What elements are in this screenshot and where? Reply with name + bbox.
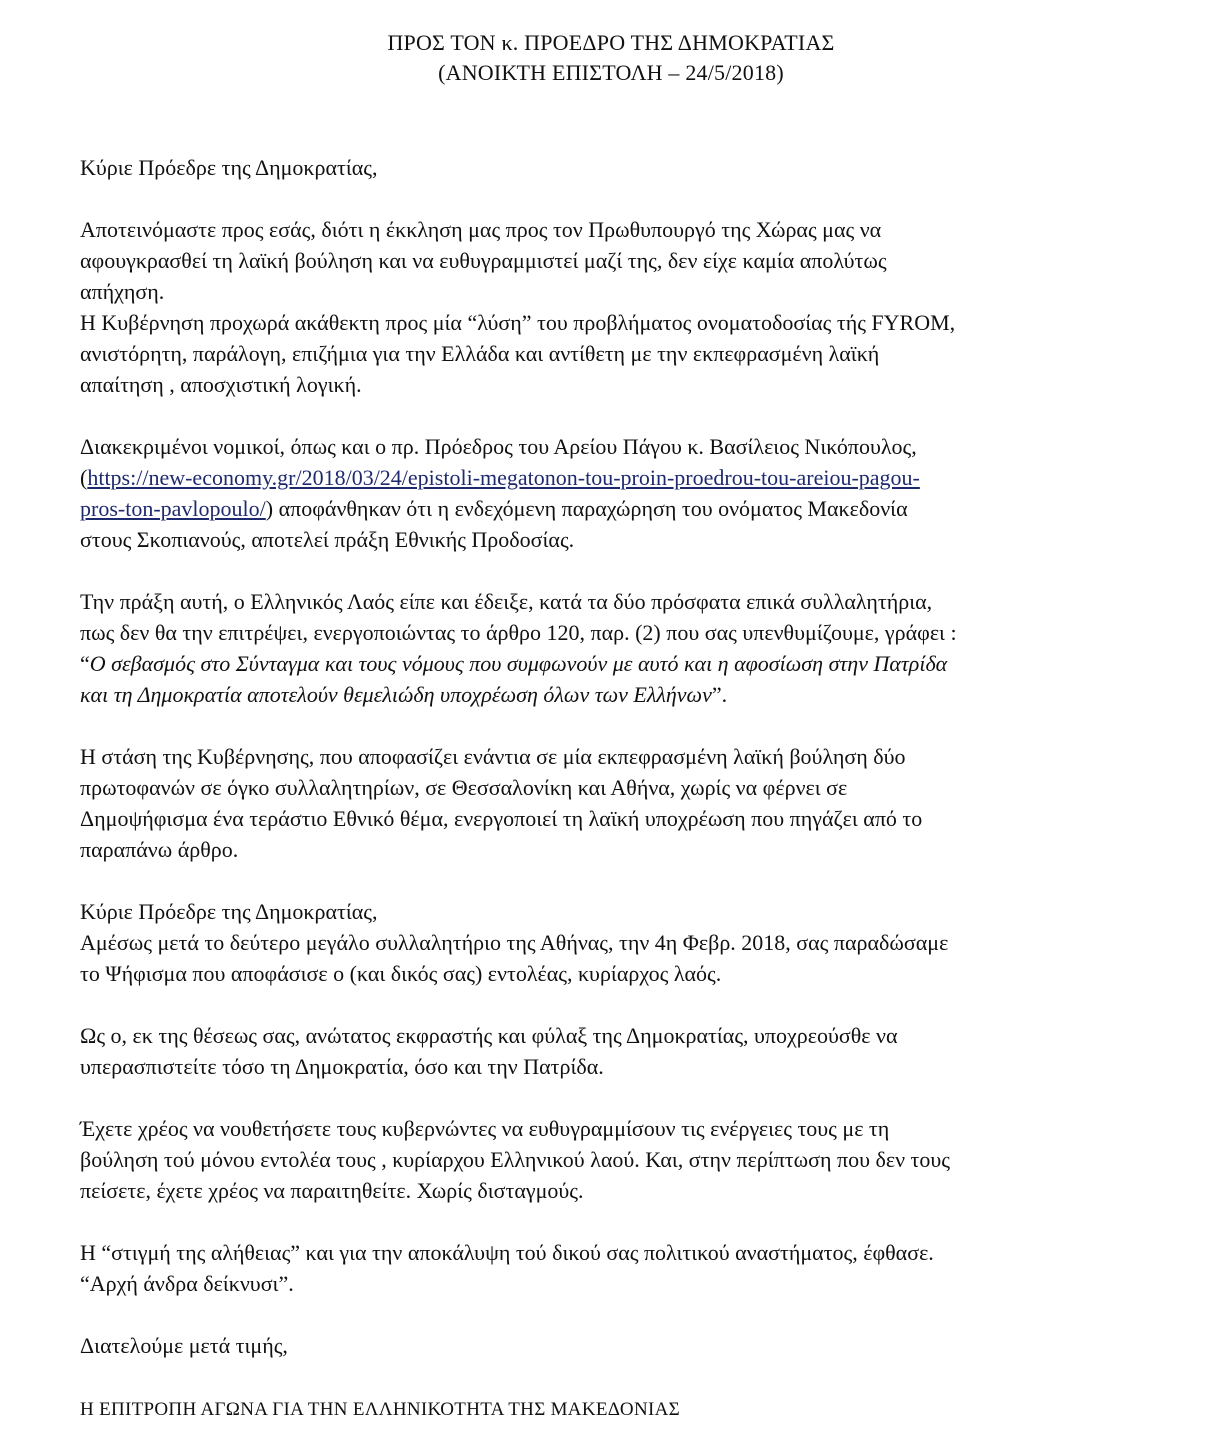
paragraph-line bbox=[80, 682, 727, 707]
quote-close-mark: ”. bbox=[711, 682, 728, 707]
paragraph-line: Διακεκριμένοι νομικοί, όπως και ο πρ. Πρόεδρος του Αρείου Πάγου κ. Βασίλειος Νικόπουλος, bbox=[80, 434, 917, 459]
paragraph-line: πείσετε, έχετε χρέος να παραιτηθείτε. Χωρίς δισταγμούς. bbox=[80, 1178, 584, 1203]
paragraph-line bbox=[80, 465, 920, 490]
paragraph-3 bbox=[80, 586, 1160, 710]
salutation-text: Κύριε Πρόεδρε της Δημοκρατίας, bbox=[80, 155, 378, 180]
letter-body bbox=[80, 152, 1160, 1425]
signature-text: Η ΕΠΙΤΡΟΠΗ ΑΓΩΝΑ ΓΙΑ ΤΗΝ ΕΛΛΗΝΙΚΟΤΗΤΑ ΤΗΣ ΜΑΚΕΔΟΝΙΑΣ bbox=[80, 1399, 680, 1420]
quote-open-mark: “ bbox=[80, 651, 90, 676]
paragraph-line: πρωτοφανών σε όγκο συλλαλητηρίων, σε Θεσσαλονίκη και Αθήνα, χωρίς να φέρνει σε bbox=[80, 775, 848, 800]
after-link-text: ) αποφάνθηκαν ότι η ενδεχόμενη παραχώρηση του ονόματος Μακεδονία bbox=[265, 496, 908, 521]
constitution-quote-line1: Ο σεβασμός στο Σύνταγμα και τους νόμους που συμφωνούν με αυτό και η αφοσίωση στην Πατρίδα bbox=[89, 651, 948, 676]
constitution-quote-line2: και τη Δημοκρατία αποτελούν θεμελιώδη υποχρέωση όλων των Ελλήνων bbox=[80, 682, 712, 707]
paragraph-line: Αποτεινόμαστε προς εσάς, διότι η έκκληση μας προς τον Πρωθυπουργό της Χώρας μας να bbox=[80, 217, 882, 242]
source-link-part2[interactable]: pros-ton-pavlopoulo/ bbox=[80, 496, 266, 521]
paragraph-5 bbox=[80, 896, 1160, 989]
paragraph-line: αφουγκρασθεί τη λαϊκή βούληση και να ευθυγραμμιστεί μαζί της, δεν είχε καμία απολύτως bbox=[80, 248, 887, 273]
closing bbox=[80, 1330, 1160, 1361]
paragraph-line: βούληση τού μόνου εντολέα τους , κυρίαρχου Ελληνικού λαού. Και, στην περίπτωση που δεν τους bbox=[80, 1147, 950, 1172]
paragraph-line: το Ψήφισμα που αποφάσισε ο (και δικός σας) εντολέας, κυρίαρχος λαός. bbox=[80, 961, 722, 986]
paragraph-4 bbox=[80, 741, 1160, 865]
paragraph-line: Κύριε Πρόεδρε της Δημοκρατίας, bbox=[80, 899, 378, 924]
salutation bbox=[80, 152, 1160, 183]
paragraph-line: παραπάνω άρθρο. bbox=[80, 837, 239, 862]
paragraph-line: υπερασπιστείτε τόσο τη Δημοκρατία, όσο και την Πατρίδα. bbox=[80, 1054, 604, 1079]
paragraph-line: απαίτηση , αποσχιστική λογική. bbox=[80, 372, 362, 397]
letter-title: ΠΡΟΣ ΤΟΝ κ. ΠΡΟΕΔΡΟ ΤΗΣ ΔΗΜΟΚΡΑΤΙΑΣ bbox=[387, 30, 835, 55]
paragraph-line: ανιστόρητη, παράλογη, επιζήμια για την Ελλάδα και αντίθετη με την εκπεφρασμένη λαϊκή bbox=[80, 341, 880, 366]
paragraph-line: Η “στιγμή της αλήθειας” και για την αποκάλυψη τού δικού σας πολιτικού αναστήματος, έφθασε. bbox=[80, 1240, 934, 1265]
paragraph-line: Την πράξη αυτή, ο Ελληνικός Λαός είπε και έδειξε, κατά τα δύο πρόσφατα επικά συλλαλητήρια, bbox=[80, 589, 933, 614]
link-open-paren: ( bbox=[80, 465, 88, 490]
paragraph-line bbox=[80, 651, 947, 676]
paragraph-line: Η στάση της Κυβέρνησης, που αποφασίζει ενάντια σε μία εκπεφρασμένη λαϊκή βούληση δύο bbox=[80, 744, 906, 769]
paragraph-line: “Αρχή άνδρα δείκνυσι”. bbox=[80, 1271, 294, 1296]
paragraph-line: Η Κυβέρνηση προχωρά ακάθεκτη προς μία “λύση” του προβλήματος ονοματοδοσίας τής FYROM, bbox=[80, 310, 956, 335]
letter-header bbox=[0, 28, 1222, 88]
paragraph-2 bbox=[80, 431, 1160, 555]
paragraph-line: Έχετε χρέος να νουθετήσετε τους κυβερνώντες να ευθυγραμμίσουν τις ενέργειες τους με τη bbox=[80, 1116, 890, 1141]
letter-subtitle: (ΑΝΟΙΚΤΗ ΕΠΙΣΤΟΛΗ – 24/5/2018) bbox=[438, 60, 784, 85]
paragraph-1 bbox=[80, 214, 1160, 400]
paragraph-6 bbox=[80, 1020, 1160, 1082]
paragraph-line: Αμέσως μετά το δεύτερο μεγάλο συλλαλητήριο της Αθήνας, την 4η Φεβρ. 2018, σας παραδώσαμε bbox=[80, 930, 949, 955]
source-link-part1[interactable]: https://new-economy.gr/2018/03/24/epistoli-megatonon-tou-proin-proedrou-tou-areiou-pagou- bbox=[87, 465, 920, 490]
paragraph-line: Δημοψήφισμα ένα τεράστιο Εθνικό θέμα, ενεργοποιεί τη λαϊκή υποχρέωση που πηγάζει από το bbox=[80, 806, 923, 831]
paragraph-8 bbox=[80, 1237, 1160, 1299]
closing-text: Διατελούμε μετά τιμής, bbox=[80, 1333, 288, 1358]
paragraph-line: Ως ο, εκ της θέσεως σας, ανώτατος εκφραστής και φύλαξ της Δημοκρατίας, υποχρεούσθε να bbox=[80, 1023, 898, 1048]
paragraph-line: απήχηση. bbox=[80, 279, 165, 304]
paragraph-line: πως δεν θα την επιτρέψει, ενεργοποιώντας το άρθρο 120, παρ. (2) που σας υπενθυμίζουμε, γράφει : bbox=[80, 620, 957, 645]
signature bbox=[80, 1392, 1160, 1425]
paragraph-line: στους Σκοπιανούς, αποτελεί πράξη Εθνικής Προδοσίας. bbox=[80, 527, 575, 552]
paragraph-7 bbox=[80, 1113, 1160, 1206]
paragraph-line bbox=[80, 496, 908, 521]
